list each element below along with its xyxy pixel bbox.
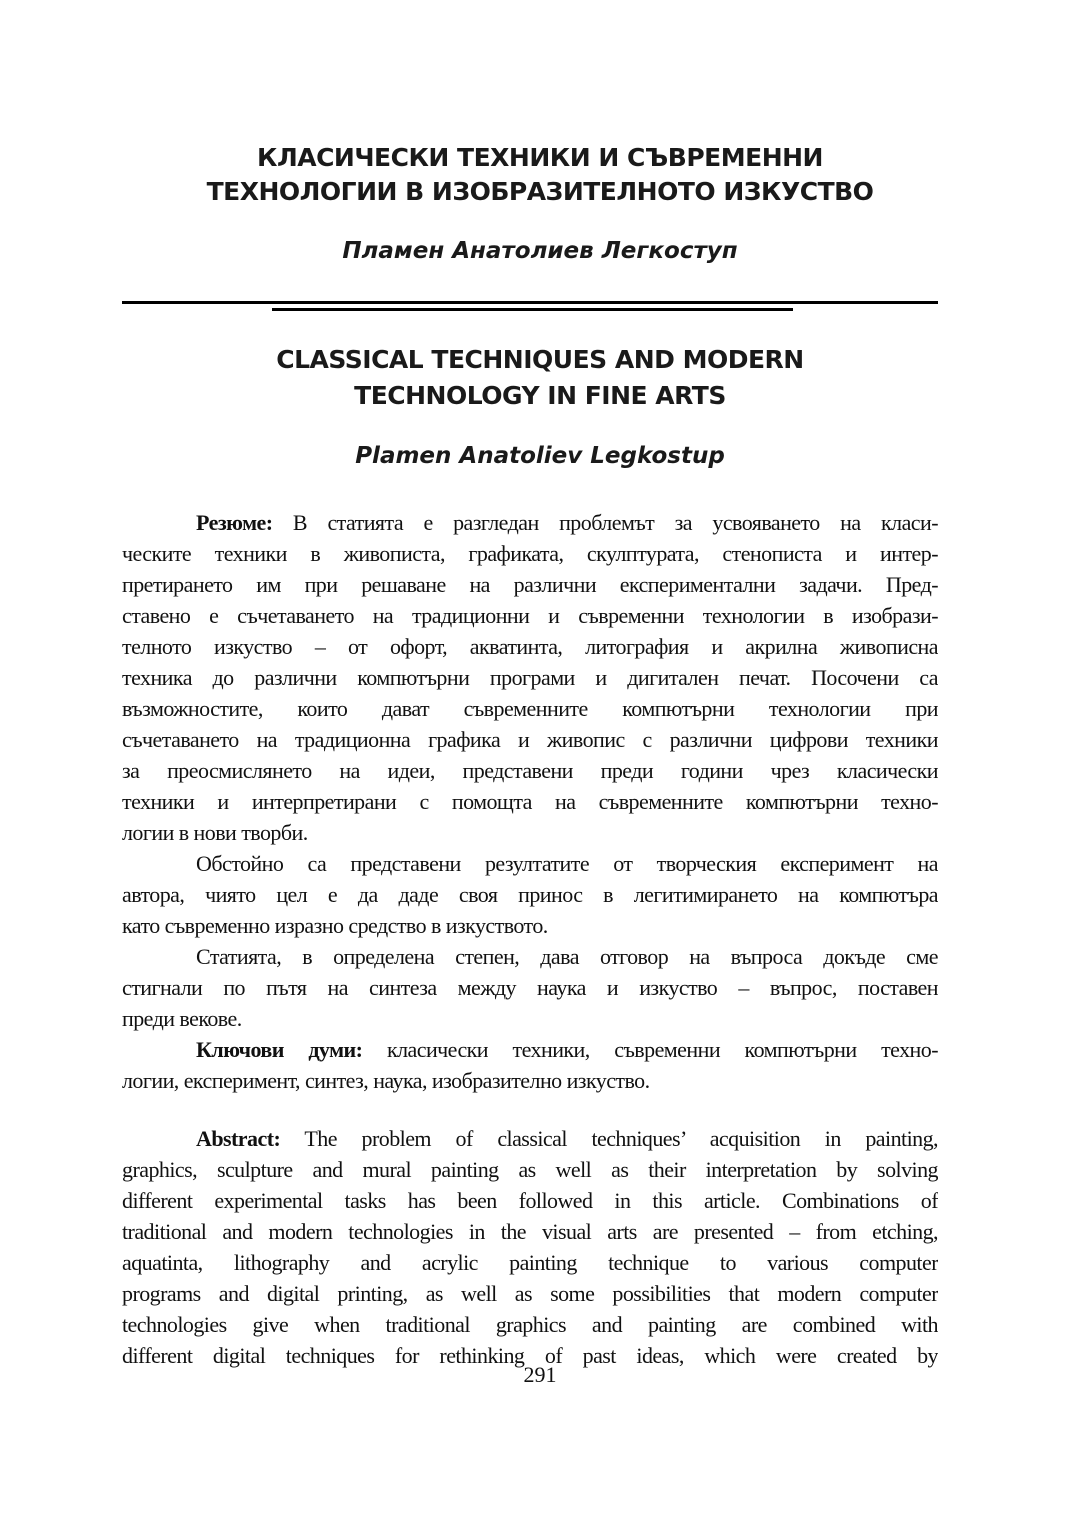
abstract-line: different experimental tasks has been followed in this article. Combinations of: [122, 1188, 938, 1213]
bg-title-line-2: ТЕХНОЛОГИИ В ИЗОБРАЗИТЕЛНОТО ИЗКУСТВО: [206, 177, 874, 206]
en-title-line-2: TECHNOLOGY IN FINE ARTS: [354, 381, 726, 410]
keywords-line: [122, 1034, 938, 1065]
en-title-line-1: CLASSICAL TECHNIQUES AND MODERN: [276, 345, 804, 374]
resume-label: Резюме:: [196, 510, 273, 535]
resume-text: В статията е разгледан проблемът за усвояването на класи-: [272, 510, 938, 535]
abstract-label: Abstract:: [196, 1126, 281, 1151]
en-author: Plamen Anatoliev Legkostup: [355, 443, 725, 469]
bg-author: Пламен Анатолиев Легкоступ: [342, 238, 738, 264]
resume-line: ставено е съчетаването на традиционни и съвременни технологии в изобрази-: [122, 603, 938, 628]
resume-para3-line: преди векове.: [122, 1006, 242, 1031]
resume-para2-line: Обстойно са представени резултатите от творческия експеримент на: [196, 851, 938, 876]
resume-section: [122, 507, 938, 1096]
resume-line: съчетаването на традиционна графика и живопис с различни цифрови техники: [122, 727, 938, 752]
resume-line: ческите техники в живописта, графиката, скулптурата, стенописта и интер-: [122, 541, 938, 566]
abstract-text: The problem of classical techniques’ acquisition in painting,: [280, 1126, 938, 1151]
bg-title-line-1: КЛАСИЧЕСКИ ТЕХНИКИ И СЪВРЕМЕННИ: [257, 143, 823, 172]
abstract-line: different digital techniques for rethinking of past ideas, which were created by: [122, 1343, 938, 1368]
abstract-line: technologies give when traditional graphics and painting are combined with: [122, 1312, 938, 1337]
keywords-label: Ключови думи:: [196, 1037, 363, 1062]
resume-line: логии в нови творби.: [122, 820, 308, 845]
keywords-text: класически техники, съвременни компютърни техно-: [362, 1037, 938, 1062]
abstract-line: aquatinta, lithography and acrylic painting technique to various computer: [122, 1250, 938, 1275]
abstract-line: [122, 1123, 938, 1154]
divider-rule-thick: [122, 301, 938, 304]
resume-line: претирането им при решаване на различни експериментални задачи. Пред-: [122, 572, 938, 597]
resume-line: телното изкуство – от офорт, акватинта, литография и акрилна живописна: [122, 634, 938, 659]
resume-line: техники и интерпретирани с помощта на съвременните компютърни техно-: [122, 789, 938, 814]
keywords-line: логии, експеримент, синтез, наука, изобразително изкуство.: [122, 1068, 650, 1093]
resume-line: за преосмислянето на идеи, представени преди години чрез класически: [122, 758, 938, 783]
abstract-line: graphics, sculpture and mural painting as well as their interpretation by solving: [122, 1157, 938, 1182]
resume-line: възможностите, които дават съвременните компютърни технологии при: [122, 696, 938, 721]
resume-line: [122, 507, 938, 538]
resume-para2-line: като съвременно изразно средство в изкуството.: [122, 913, 548, 938]
abstract-section: [122, 1123, 938, 1371]
page-number: 291: [523, 1362, 557, 1387]
resume-para3-line: стигнали по пътя на синтеза между наука и изкуство – въпрос, поставен: [122, 975, 938, 1000]
abstract-line: programs and digital printing, as well as some possibilities that modern computer: [122, 1281, 938, 1306]
resume-line: техника до различни компютърни програми и дигитален печат. Посочени са: [122, 665, 938, 690]
abstract-line: traditional and modern technologies in the visual arts are presented – from etching,: [122, 1219, 938, 1244]
resume-para2-line: автора, чиято цел е да даде своя принос в легитимирането на компютъра: [122, 882, 938, 907]
resume-para3-line: Статията, в определена степен, дава отговор на въпроса докъде сме: [196, 944, 938, 969]
divider-rule-short: [272, 308, 793, 311]
